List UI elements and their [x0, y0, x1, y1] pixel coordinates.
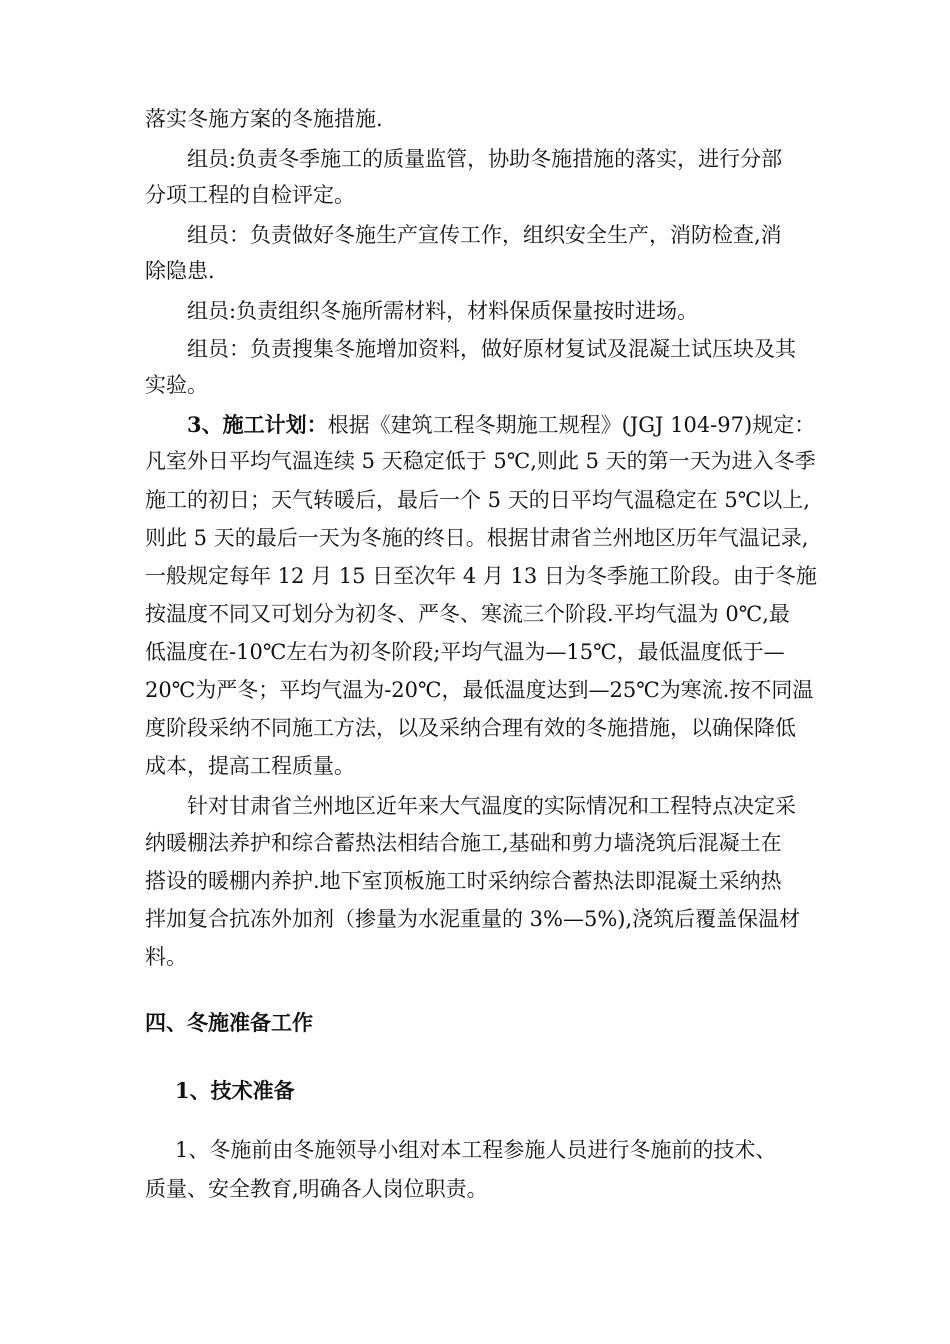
text-line: 组员：负责搜集冬施增加资料，做好原材复试及混凝土试压块及其: [187, 337, 796, 361]
subsection-heading: 1、技术准备: [175, 1078, 295, 1103]
text-line: 分项工程的自检评定。: [145, 183, 355, 207]
text-line: 搭设的暖棚内养护.地下室顶板施工时采纳综合蓄热法即混凝土采纳热: [145, 869, 782, 893]
text-line: 一般规定每年 12 月 15 日至次年 4 月 13 日为冬季施工阶段。由于冬施: [145, 564, 817, 588]
text-line: 拌加复合抗冻外加剂（掺量为水泥重量的 3%—5%),浇筑后覆盖保温材: [145, 907, 801, 931]
text-line: [187, 411, 815, 439]
text-line: 度阶段采纳不同施工方法，以及采纳合理有效的冬施措施，以确保降低: [145, 716, 796, 740]
text-line: 组员：负责做好冬施生产宣传工作，组织安全生产，消防检查,消: [187, 223, 782, 247]
text-line: 成本，提高工程质量。: [145, 754, 355, 778]
text-line: 料。: [145, 945, 187, 969]
text-line: 落实冬施方案的冬施措施.: [145, 107, 383, 131]
text-line: 则此 5 天的最后一天为冬施的终日。根据甘肃省兰州地区历年气温记录,: [145, 526, 809, 550]
text-line: 按温度不同又可划分为初冬、严冬、寒流三个阶段.平均气温为 0℃,最: [145, 602, 790, 626]
text-line: 纳暖棚法养护和综合蓄热法相结合施工,基础和剪力墙浇筑后混凝土在: [145, 831, 782, 855]
text-line: 质量、安全教育,明确各人岗位职责。: [145, 1177, 488, 1201]
text-line: 针对甘肃省兰州地区近年来大气温度的实际情况和工程特点决定采: [187, 794, 796, 818]
text-line: 组员:负责冬季施工的质量监管，协助冬施措施的落实，进行分部: [187, 147, 783, 171]
text-line: 20℃为严冬；平均气温为-20℃，最低温度达到—25℃为寒流.按不同温: [145, 678, 814, 702]
section-heading: 四、冬施准备工作: [145, 1010, 313, 1035]
text-line: 凡室外日平均气温连续 5 天稳定低于 5℃,则此 5 天的第一天为进入冬季: [145, 449, 816, 473]
text-line: 低温度在-10℃左右为初冬阶段;平均气温为—15℃，最低温度低于—: [145, 640, 785, 664]
text-line: 组员:负责组织冬施所需材料，材料保质保量按时进场。: [187, 299, 699, 323]
text-line: 1、冬施前由冬施领导小组对本工程参施人员进行冬施前的技术、: [175, 1138, 777, 1162]
plan-text: 根据《建筑工程冬期施工规程》(JGJ 104-97)规定：: [327, 413, 816, 437]
text-line: 实验。: [145, 373, 208, 397]
plan-lead-label: 3、施工计划：: [187, 412, 328, 437]
text-line: 施工的初日；天气转暖后，最后一个 5 天的日平均气温稳定在 5℃以上,: [145, 488, 810, 512]
text-line: 除隐患.: [145, 259, 215, 283]
